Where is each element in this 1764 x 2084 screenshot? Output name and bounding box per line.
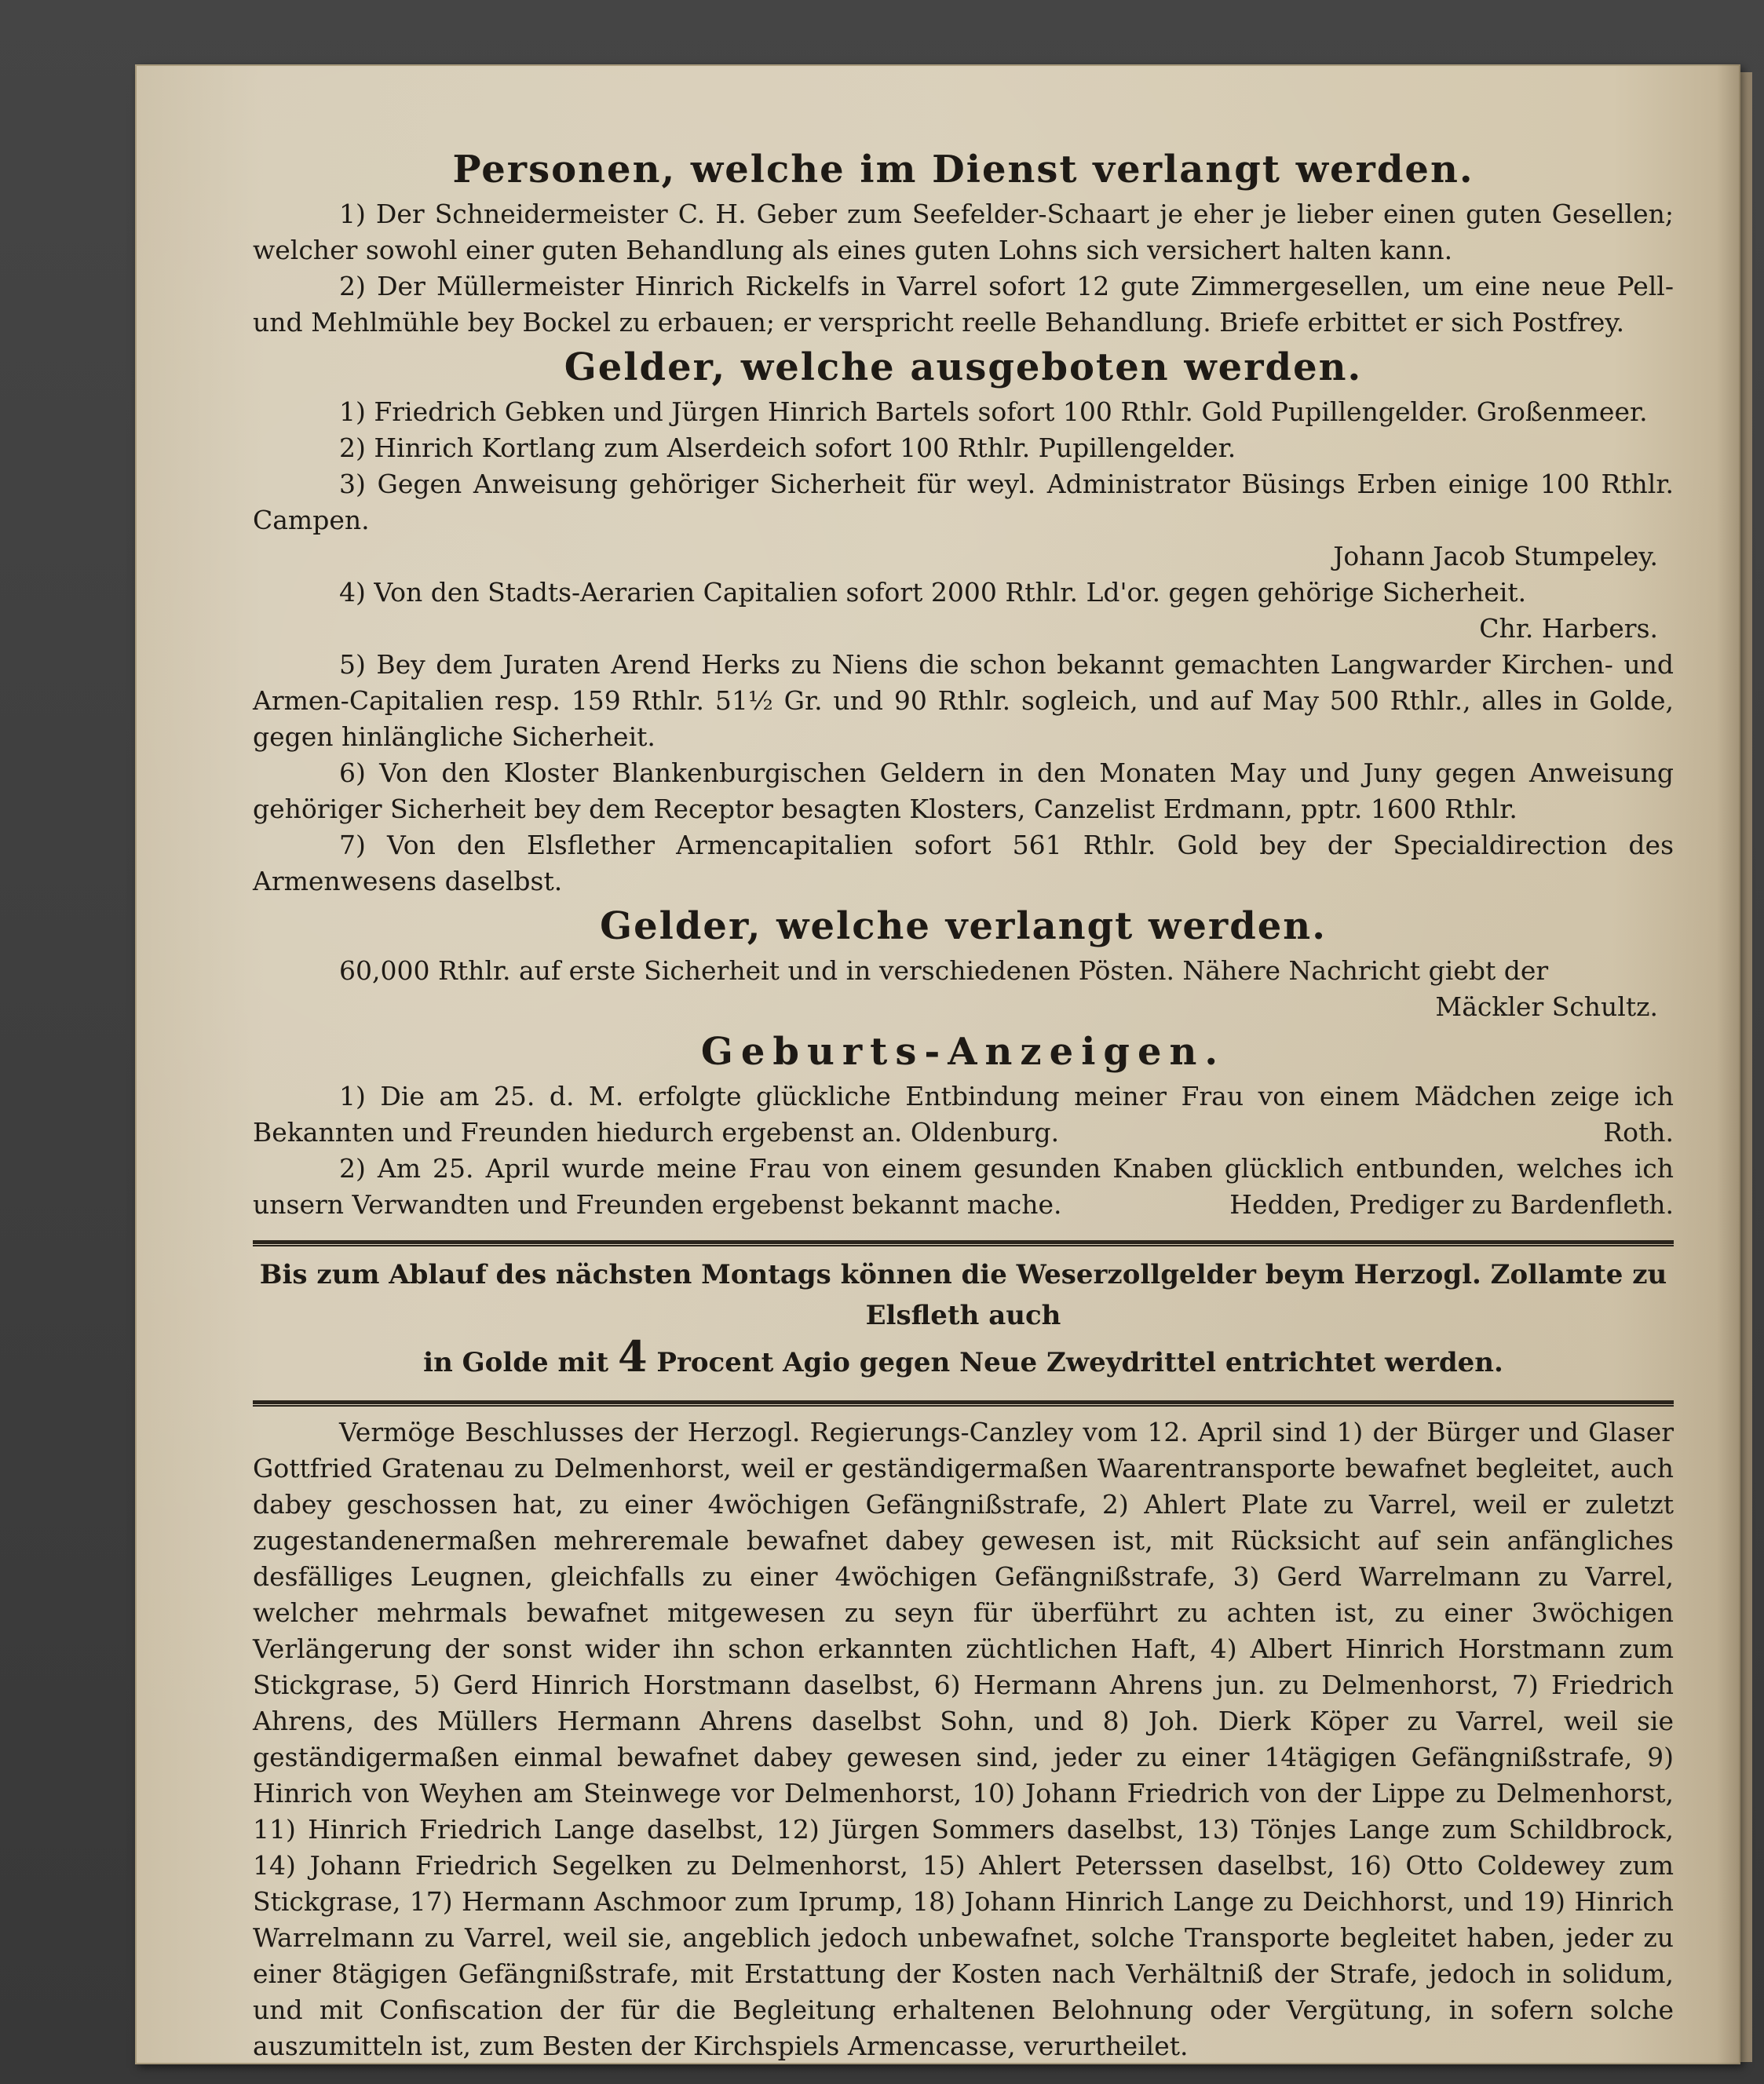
court-verdict: Vermöge Beschlusses der Herzogl. Regierungs-Canzley vom 12. April sind 1) der Bürger und Glaser Gottfried Gratenau zu Delmenhorst, weil er geständigermaßen Waarentransporte bewafnet begleitet, auch dabey geschossen hat, zu einer 4wöchigen Gefängnißstrafe, 2) Ahlert Plate zu Varrel, weil er zuletzt zugestandenermaßen mehreremale bewafnet dabey gewesen ist, mit Rücksicht auf sein anfängliches desfälliges Leugnen, gleichfalls zu einer 4wöchigen Gefängnißstrafe, 3) Gerd Warrelmann zu Varrel, welcher mehrmals bewafnet mitgewesen zu seyn für überführt zu achten ist, zu einer 3wöchigen Verlängerung der sonst wider ihn schon erkannten züchtlichen Haft, 4) Albert Hinrich Horstmann zum Stickgrase, 5) Gerd Hinrich Horstmann daselbst, 6) Hermann Ahrens jun. zu Delmenhorst, 7) Friedrich Ahrens, des Müllers Hermann Ahrens daselbst Sohn, und 8) Joh. Dierk Köper zu Varrel, weil sie geständigermaßen einmal bewafnet dabey gewesen sind, jeder zu einer 14tägigen Gefängnißstrafe, 9) Hinrich von Weyhen am Steinwege vor Delmenhorst, 10) Johann Friedrich von der Lippe zu Delmenhorst, 11) Hinrich Friedrich Lange daselbst, 12) Jürgen Sommers daselbst, 13) Tönjes Lange zum Schildbrock, 14) Johann Friedrich Segelken zu Delmenhorst, 15) Ahlert Peterssen daselbst, 16) Otto Coldewey zum Stickgrase, 17) Hermann Aschmoor zum Iprump, 18) Johann Hinrich Lange zu Deichhorst, und 19) Hinrich Warrelmann zu Varrel, weil sie, angeblich jedoch unbewafnet, solche Transporte begleitet haben, jeder zu einer 8tägigen Gefängnißstrafe, mit Erstattung der Kosten nach Verhältniß der Strafe, jedoch in solidum, und mit Confiscation der für die Begleitung erhaltenen Belohnung oder Vergütung, in sofern solche auszumitteln ist, zum Besten der Kirchspiels Armencasse, verurtheilet. xyxy=(253,1417,1674,2061)
personnel-ad-2: 2) Der Müllermeister Hinrich Rickelfs in Varrel sofort 12 gute Zimmergesellen, um eine neue Pell- und Mehlmühle bey Bockel zu erbauen; er verspricht reelle Behandlung. Briefe erbittet er sich Postfrey. xyxy=(253,271,1674,338)
money-offered-6: 6) Von den Kloster Blankenburgischen Geldern in den Monaten May und Juny gegen Anweisung gehöriger Sicherheit bey dem Receptor besagten Klosters, Canzelist Erdmann, pptr. 1600 Rthlr. xyxy=(253,757,1674,824)
birth-announcement-2-signature: Hedden, Prediger zu Bardenfleth. xyxy=(1229,1189,1674,1220)
heading-money-offered: Gelder, welche ausgeboten werden. xyxy=(564,345,1363,389)
money-wanted-text: 60,000 Rthlr. auf erste Sicherheit und in verschiedenen Pösten. Nähere Nachricht giebt der xyxy=(339,955,1549,986)
money-offered-1: 1) Friedrich Gebken und Jürgen Hinrich Bartels sofort 100 Rthlr. Gold Pupillengelder. Großenmeer. xyxy=(339,396,1648,427)
money-offered-4-signature: Chr. Harbers. xyxy=(1479,613,1658,644)
divider-bottom xyxy=(253,1400,1674,1407)
money-offered-7: 7) Von den Elsflether Armencapitalien sofort 561 Rthlr. Gold bey der Specialdirection des Armenwesens daselbst. xyxy=(253,830,1674,896)
newspaper-page xyxy=(135,64,1740,2064)
money-wanted-signature: Mäckler Schultz. xyxy=(1435,991,1658,1022)
customs-notice-line2b: Procent Agio gegen Neue Zweydrittel entrichtet werden. xyxy=(656,1347,1503,1378)
customs-notice-line1: Bis zum Ablauf des nächsten Montags können die Weserzollgelder beym Herzogl. Zollamte zu Elsfleth auch xyxy=(259,1259,1667,1331)
personnel-ad-1: 1) Der Schneidermeister C. H. Geber zum Seefelder-Schaart je eher je lieber einen guten Gesellen; welcher sowohl einer guten Behandlung als eines guten Lohns sich versichert halten kann. xyxy=(253,199,1674,265)
money-offered-3: 3) Gegen Anweisung gehöriger Sicherheit für weyl. Administrator Büsings Erben einige 100 Rthlr. Campen. xyxy=(253,469,1674,535)
birth-announcement-2-text: 2) Am 25. April wurde meine Frau von einem gesunden Knaben glücklich entbunden, welches ich unsern Verwandten und Freunden ergebenst bekannt mache. xyxy=(253,1153,1674,1220)
heading-personnel-wanted: Personen, welche im Dienst verlangt werden. xyxy=(452,148,1474,192)
heading-birth-announcements: Geburts-Anzeigen. xyxy=(700,1030,1226,1074)
divider-top xyxy=(253,1240,1674,1246)
heading-money-wanted: Gelder, welche verlangt werden. xyxy=(600,904,1327,948)
money-offered-2: 2) Hinrich Kortlang zum Alserdeich sofort 100 Rthlr. Pupillengelder. xyxy=(339,432,1236,463)
birth-announcement-1-signature: Roth. xyxy=(1603,1117,1674,1148)
birth-announcement-1-text: 1) Die am 25. d. M. erfolgte glückliche Entbindung meiner Frau von einem Mädchen zeige ich Bekannten und Freunden hiedurch ergebenst an. Oldenburg. xyxy=(253,1081,1674,1148)
birth-announcement-1 xyxy=(253,1078,1674,1151)
customs-notice-line2a: in Golde mit xyxy=(423,1347,609,1378)
money-offered-5: 5) Bey dem Juraten Arend Herks zu Niens die schon bekannt gemachten Langwarder Kirchen- und Armen-Capitalien resp. 159 Rthlr. 51½ Gr. und 90 Rthlr. sogleich, und auf May 500 Rthlr., alles in Golde, gegen hinlängliche Sicherheit. xyxy=(253,649,1674,752)
money-offered-4: 4) Von den Stadts-Aerarien Capitalien sofort 2000 Rthlr. Ld'or. gegen gehörige Sicherheit. xyxy=(339,577,1527,608)
page-content xyxy=(253,143,1674,2064)
page-shadow-edge xyxy=(1717,64,1740,2064)
birth-announcement-2 xyxy=(253,1151,1674,1223)
customs-notice-percent: 4 xyxy=(617,1331,648,1381)
customs-notice xyxy=(253,1254,1674,1383)
money-offered-3-signature: Johann Jacob Stumpeley. xyxy=(1333,541,1658,571)
